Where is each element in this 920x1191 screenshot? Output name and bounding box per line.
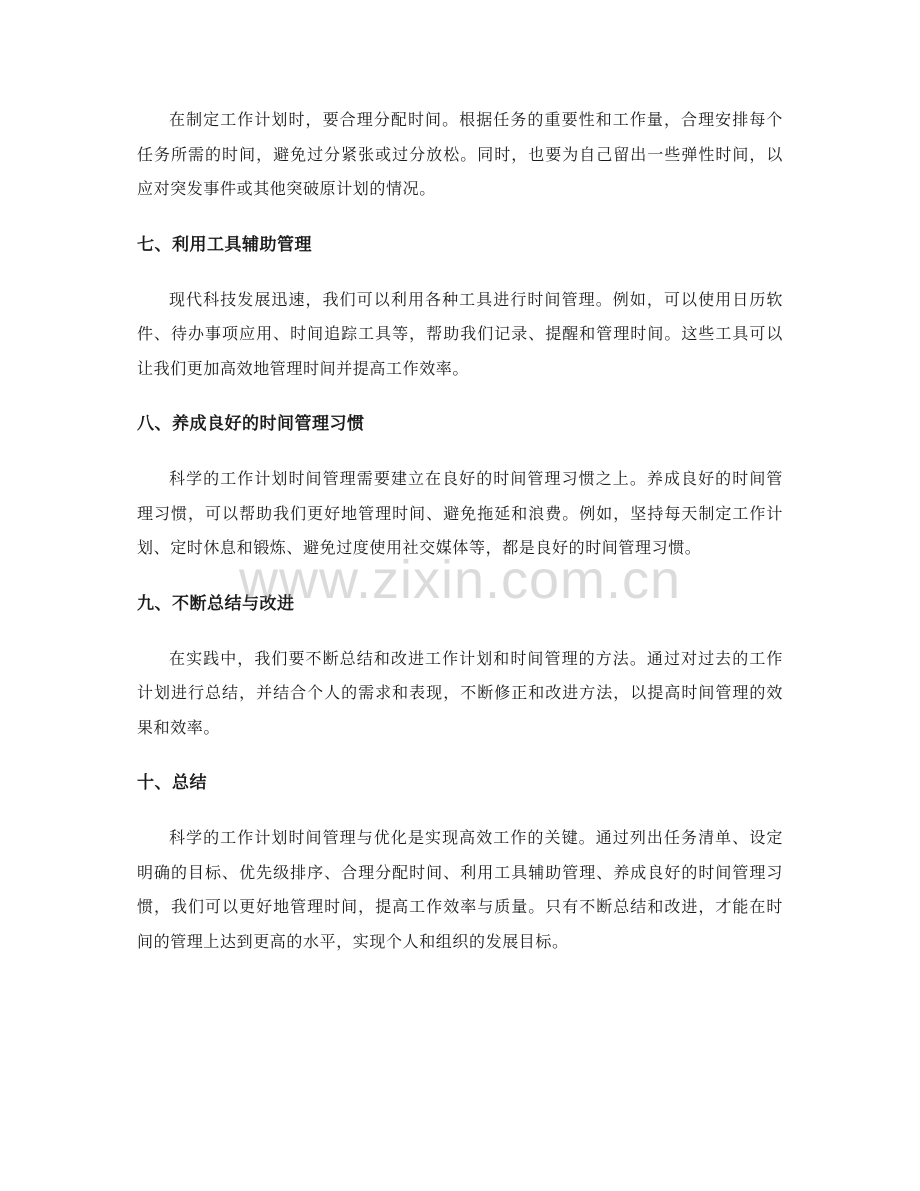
paragraph-summary: 科学的工作计划时间管理与优化是实现高效工作的关键。通过列出任务清单、设定明确的目标、优先级排序、合理分配时间、利用工具辅助管理、养成良好的时间管理习惯，我们可以更好地管理时间，提高工作效率与质量。只有不断总结和改进，才能在时间的管理上达到更高的水平，实现个人和组织的发展目标。 <box>137 828 783 951</box>
watermark: www.zixin.com.cn <box>238 550 682 610</box>
document-body <box>137 103 783 959</box>
section-heading-habits: 八、养成良好的时间管理习惯 <box>137 414 365 434</box>
paragraph-time-allocation: 在制定工作计划时，要合理分配时间。根据任务的重要性和工作量，合理安排每个任务所需的时间，避免过分紧张或过分放松。同时，也要为自己留出一些弹性时间，以应对突发事件或其他突破原计划的情况。 <box>137 110 783 198</box>
section-heading-summary: 十、总结 <box>137 773 207 793</box>
paragraph-habits: 科学的工作计划时间管理需要建立在良好的时间管理习惯之上。养成良好的时间管理习惯，可以帮助我们更好地管理时间、避免拖延和浪费。例如，坚持每天制定工作计划、定时休息和锻炼、避免过度使用社交媒体等，都是良好的时间管理习惯。 <box>137 469 783 557</box>
paragraph-tools: 现代科技发展迅速，我们可以利用各种工具进行时间管理。例如，可以使用日历软件、待办事项应用、时间追踪工具等，帮助我们记录、提醒和管理时间。这些工具可以让我们更加高效地管理时间并提高工作效率。 <box>137 289 783 378</box>
section-heading-tools: 七、利用工具辅助管理 <box>137 234 312 255</box>
paragraph-improvement: 在实践中，我们要不断总结和改进工作计划和时间管理的方法。通过对过去的工作计划进行总结，并结合个人的需求和表现，不断修正和改进方法，以提高时间管理的效果和效率。 <box>137 648 783 737</box>
section-heading-improvement: 九、不断总结与改进 <box>137 593 295 614</box>
